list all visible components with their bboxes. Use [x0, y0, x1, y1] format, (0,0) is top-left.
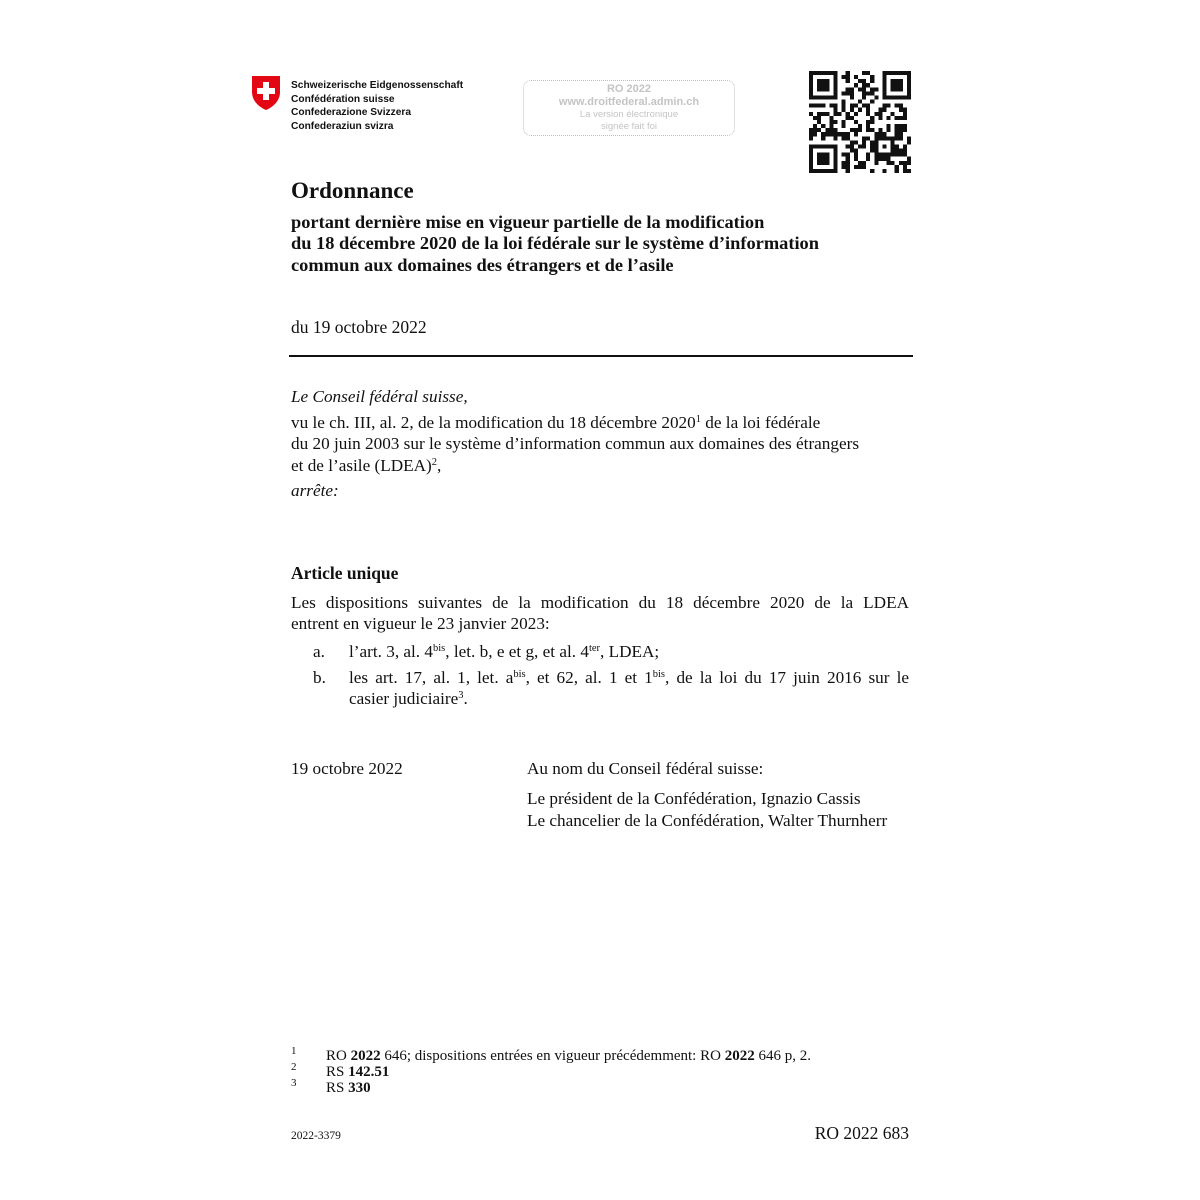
stamp-line-1: RO 2022 [606, 83, 652, 95]
document-title: Ordonnance [291, 178, 414, 203]
preamble-line-3-end: , [437, 455, 442, 475]
confederation-name-block [291, 79, 463, 133]
footnote-1-suffix: 646 p, 2. [754, 1048, 811, 1064]
preamble-text [291, 412, 859, 476]
confederation-line-de: Schweizerische Eidgenossenschaft [291, 80, 464, 91]
preamble-line-2: du 20 juin 2003 sur le système d’information commun aux domaines des étrangers [291, 434, 860, 454]
article-intro [291, 592, 909, 635]
preamble-line-1 [291, 412, 859, 433]
confederation-line-it: Confederazione Svizzera [291, 107, 412, 118]
footnote-ref-1[interactable]: 1 [695, 414, 701, 425]
item-a-sup-1: bis [433, 643, 446, 654]
preamble-line-1-text: vu le ch. III, al. 2, de la modification du 18 décembre 2020 [291, 413, 696, 432]
title-divider [289, 355, 913, 357]
item-a-text [349, 641, 659, 662]
article-intro-line-2: entrent en vigueur le 23 janvier 2023: [291, 614, 550, 634]
item-a-sup-2: ter [588, 643, 601, 654]
signature-on-behalf: Au nom du Conseil fédéral suisse: [527, 759, 764, 778]
signature-block [527, 758, 887, 831]
stamp-line-3: La version électronique [579, 109, 679, 120]
preamble-line-3 [291, 455, 859, 476]
stamp-line-2: www.droitfederal.admin.ch [558, 96, 700, 108]
document-code: 2022-3379 [291, 1130, 341, 1142]
signature-date: 19 octobre 2022 [291, 759, 403, 778]
item-b-part-2: , et 62, al. 1 et 1 [525, 668, 653, 687]
qr-code-icon [809, 71, 911, 173]
item-b-line-1 [349, 667, 909, 688]
footnote-number-2: 2 [291, 1061, 297, 1073]
footnote-2-number: 142.51 [348, 1064, 390, 1080]
item-b-sup-1: bis [513, 669, 526, 680]
official-compilation-reference: RO 2022 683 [814, 1123, 909, 1143]
electronic-signature-stamp [523, 80, 735, 136]
article-intro-line-1: Les dispositions suivantes de la modification du 18 décembre 2020 de la LDEA [291, 593, 909, 612]
footnote-3 [326, 1081, 371, 1096]
item-a-part-2: , let. b, e et g, et al. 4 [445, 642, 589, 661]
confederation-line-fr: Confédération suisse [291, 93, 395, 105]
footnote-ref-3[interactable]: 3 [458, 690, 464, 702]
confederation-line-rm: Confederaziun svizra [291, 120, 394, 132]
item-a-part-3: , LDEA; [600, 642, 660, 661]
stamp-line-4: signée fait foi [601, 120, 657, 132]
footnote-1-text: 646; dispositions entrées en vigueur précédemment: RO [380, 1048, 725, 1064]
item-b-text [349, 667, 909, 710]
item-a-part-1: l’art. 3, al. 4 [349, 642, 433, 661]
article-heading: Article unique [291, 563, 399, 583]
item-b-part-3: , de la loi du 17 juin 2016 sur le [665, 668, 909, 687]
preamble-line-3-text: et de l’asile (LDEA) [291, 455, 432, 475]
subtitle-line-2: du 18 décembre 2020 de la loi fédérale sur le système d’information [291, 233, 819, 254]
signature-president: Le président de la Confédération, Ignazio Cassis [527, 789, 861, 809]
decree-formula: arrête: [291, 481, 339, 500]
item-b-line-2-end: . [463, 689, 468, 709]
item-b-line-2-text: casier judiciaire [349, 689, 459, 709]
document-date: du 19 octobre 2022 [291, 317, 427, 337]
item-b-letter: b. [313, 668, 326, 687]
document-subtitle [291, 212, 819, 276]
item-b-part-1: les art. 17, al. 1, let. a [349, 668, 514, 687]
footnote-1-year-2: 2022 [724, 1048, 755, 1064]
item-b-line-2 [349, 689, 468, 708]
swiss-cross-shield-icon [251, 75, 281, 111]
footnote-ref-2[interactable]: 2 [431, 456, 438, 468]
footnote-3-number: 330 [348, 1080, 371, 1096]
footnote-1-year: 2022 [350, 1048, 381, 1064]
footnote-2-prefix: RS [326, 1064, 349, 1080]
preamble-line-1-end: de la loi fédérale [700, 413, 821, 432]
footnote-1-prefix: RO [326, 1048, 351, 1064]
footnote-number-1: 1 [291, 1045, 297, 1057]
issuing-authority: Le Conseil fédéral suisse, [291, 387, 468, 406]
subtitle-line-1: portant dernière mise en vigueur partielle de la modification [291, 212, 765, 232]
subtitle-line-3: commun aux domaines des étrangers et de l’asile [291, 254, 674, 275]
footnote-number-3: 3 [291, 1077, 297, 1089]
footnote-1 [326, 1049, 811, 1064]
footnote-2 [326, 1065, 389, 1080]
item-a-letter: a. [313, 642, 325, 661]
signature-chancellor: Le chancelier de la Confédération, Walter Thurnherr [527, 810, 888, 830]
item-b-sup-2: bis [652, 669, 666, 680]
footnote-3-prefix: RS [326, 1080, 349, 1096]
